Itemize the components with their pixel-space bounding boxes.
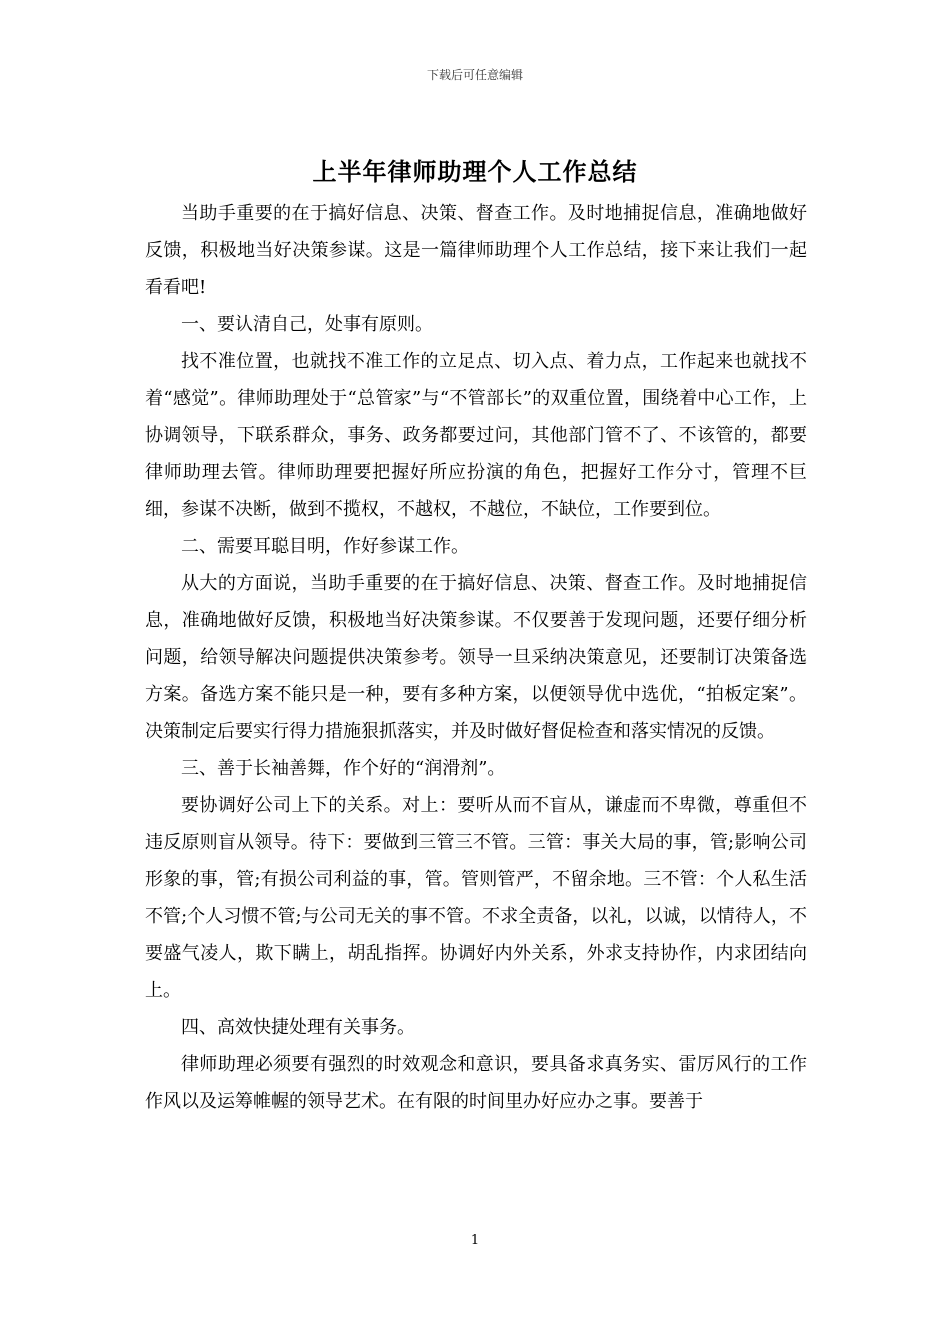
paragraph-section-3: 要协调好公司上下的关系。对上：要听从而不盲从，谦虚而不卑微，尊重但不违反原则盲从领导。待下：要做到三管三不管。三管：事关大局的事，管;影响公司形象的事，管;有损公司利益的事，管。管则管严，不留余地。三不管：个人私生活不管;个人习惯不管;与公司无关的事不管。不求全责备，以礼，以诚，以情待人，不要盛气凌人，欺下瞒上，胡乱指挥。协调好内外关系，外求支持协作，内求团结向上。 xyxy=(145,795,807,1001)
paragraph-section-1: 找不准位置，也就找不准工作的立足点、切入点、着力点，工作起来也就找不着“感觉”。律师助理处于“总管家”与“不管部长”的双重位置，围绕着中心工作，上协调领导，下联系群众，事务、政务都要过问，其他部门管不了、不该管的，都要律师助理去管。律师助理要把握好所应扮演的角色，把握好工作分寸，管理不巨细，参谋不决断，做到不揽权，不越权，不越位，不缺位，工作要到位。 xyxy=(145,351,807,520)
header-note: 下载后可任意编辑 xyxy=(426,68,523,82)
page-number: 1 xyxy=(470,1233,480,1248)
document-body xyxy=(145,195,807,1120)
paragraph-section-4: 律师助理必须要有强烈的时效观念和意识，要具备求真务实、雷厉风行的工作作风以及运筹帷幄的领导艺术。在有限的时间里办好应办之事。要善于 xyxy=(145,1054,807,1112)
section-heading-1: 一、要认清自己，处事有原则。 xyxy=(181,314,433,335)
section-heading-2: 二、需要耳聪目明，作好参谋工作。 xyxy=(181,536,469,557)
section-heading-4: 四、高效快捷处理有关事务。 xyxy=(181,1017,415,1038)
section-heading-3: 三、善于长袖善舞，作个好的“润滑剂”。 xyxy=(181,758,506,779)
paragraph-intro: 当助手重要的在于搞好信息、决策、督查工作。及时地捕捉信息，准确地做好反馈，积极地当好决策参谋。这是一篇律师助理个人工作总结，接下来让我们一起看看吧! xyxy=(145,203,807,298)
document-title: 上半年律师助理个人工作总结 xyxy=(312,158,638,186)
paragraph-section-2: 从大的方面说，当助手重要的在于搞好信息、决策、督查工作。及时地捕捉信息，准确地做好反馈，积极地当好决策参谋。不仅要善于发现问题，还要仔细分析问题，给领导解决问题提供决策参考。领导一旦采纳决策意见，还要制订决策备选方案。备选方案不能只是一种，要有多种方案，以便领导优中选优，“拍板定案”。决策制定后要实行得力措施狠抓落实，并及时做好督促检查和落实情况的反馈。 xyxy=(145,573,807,742)
